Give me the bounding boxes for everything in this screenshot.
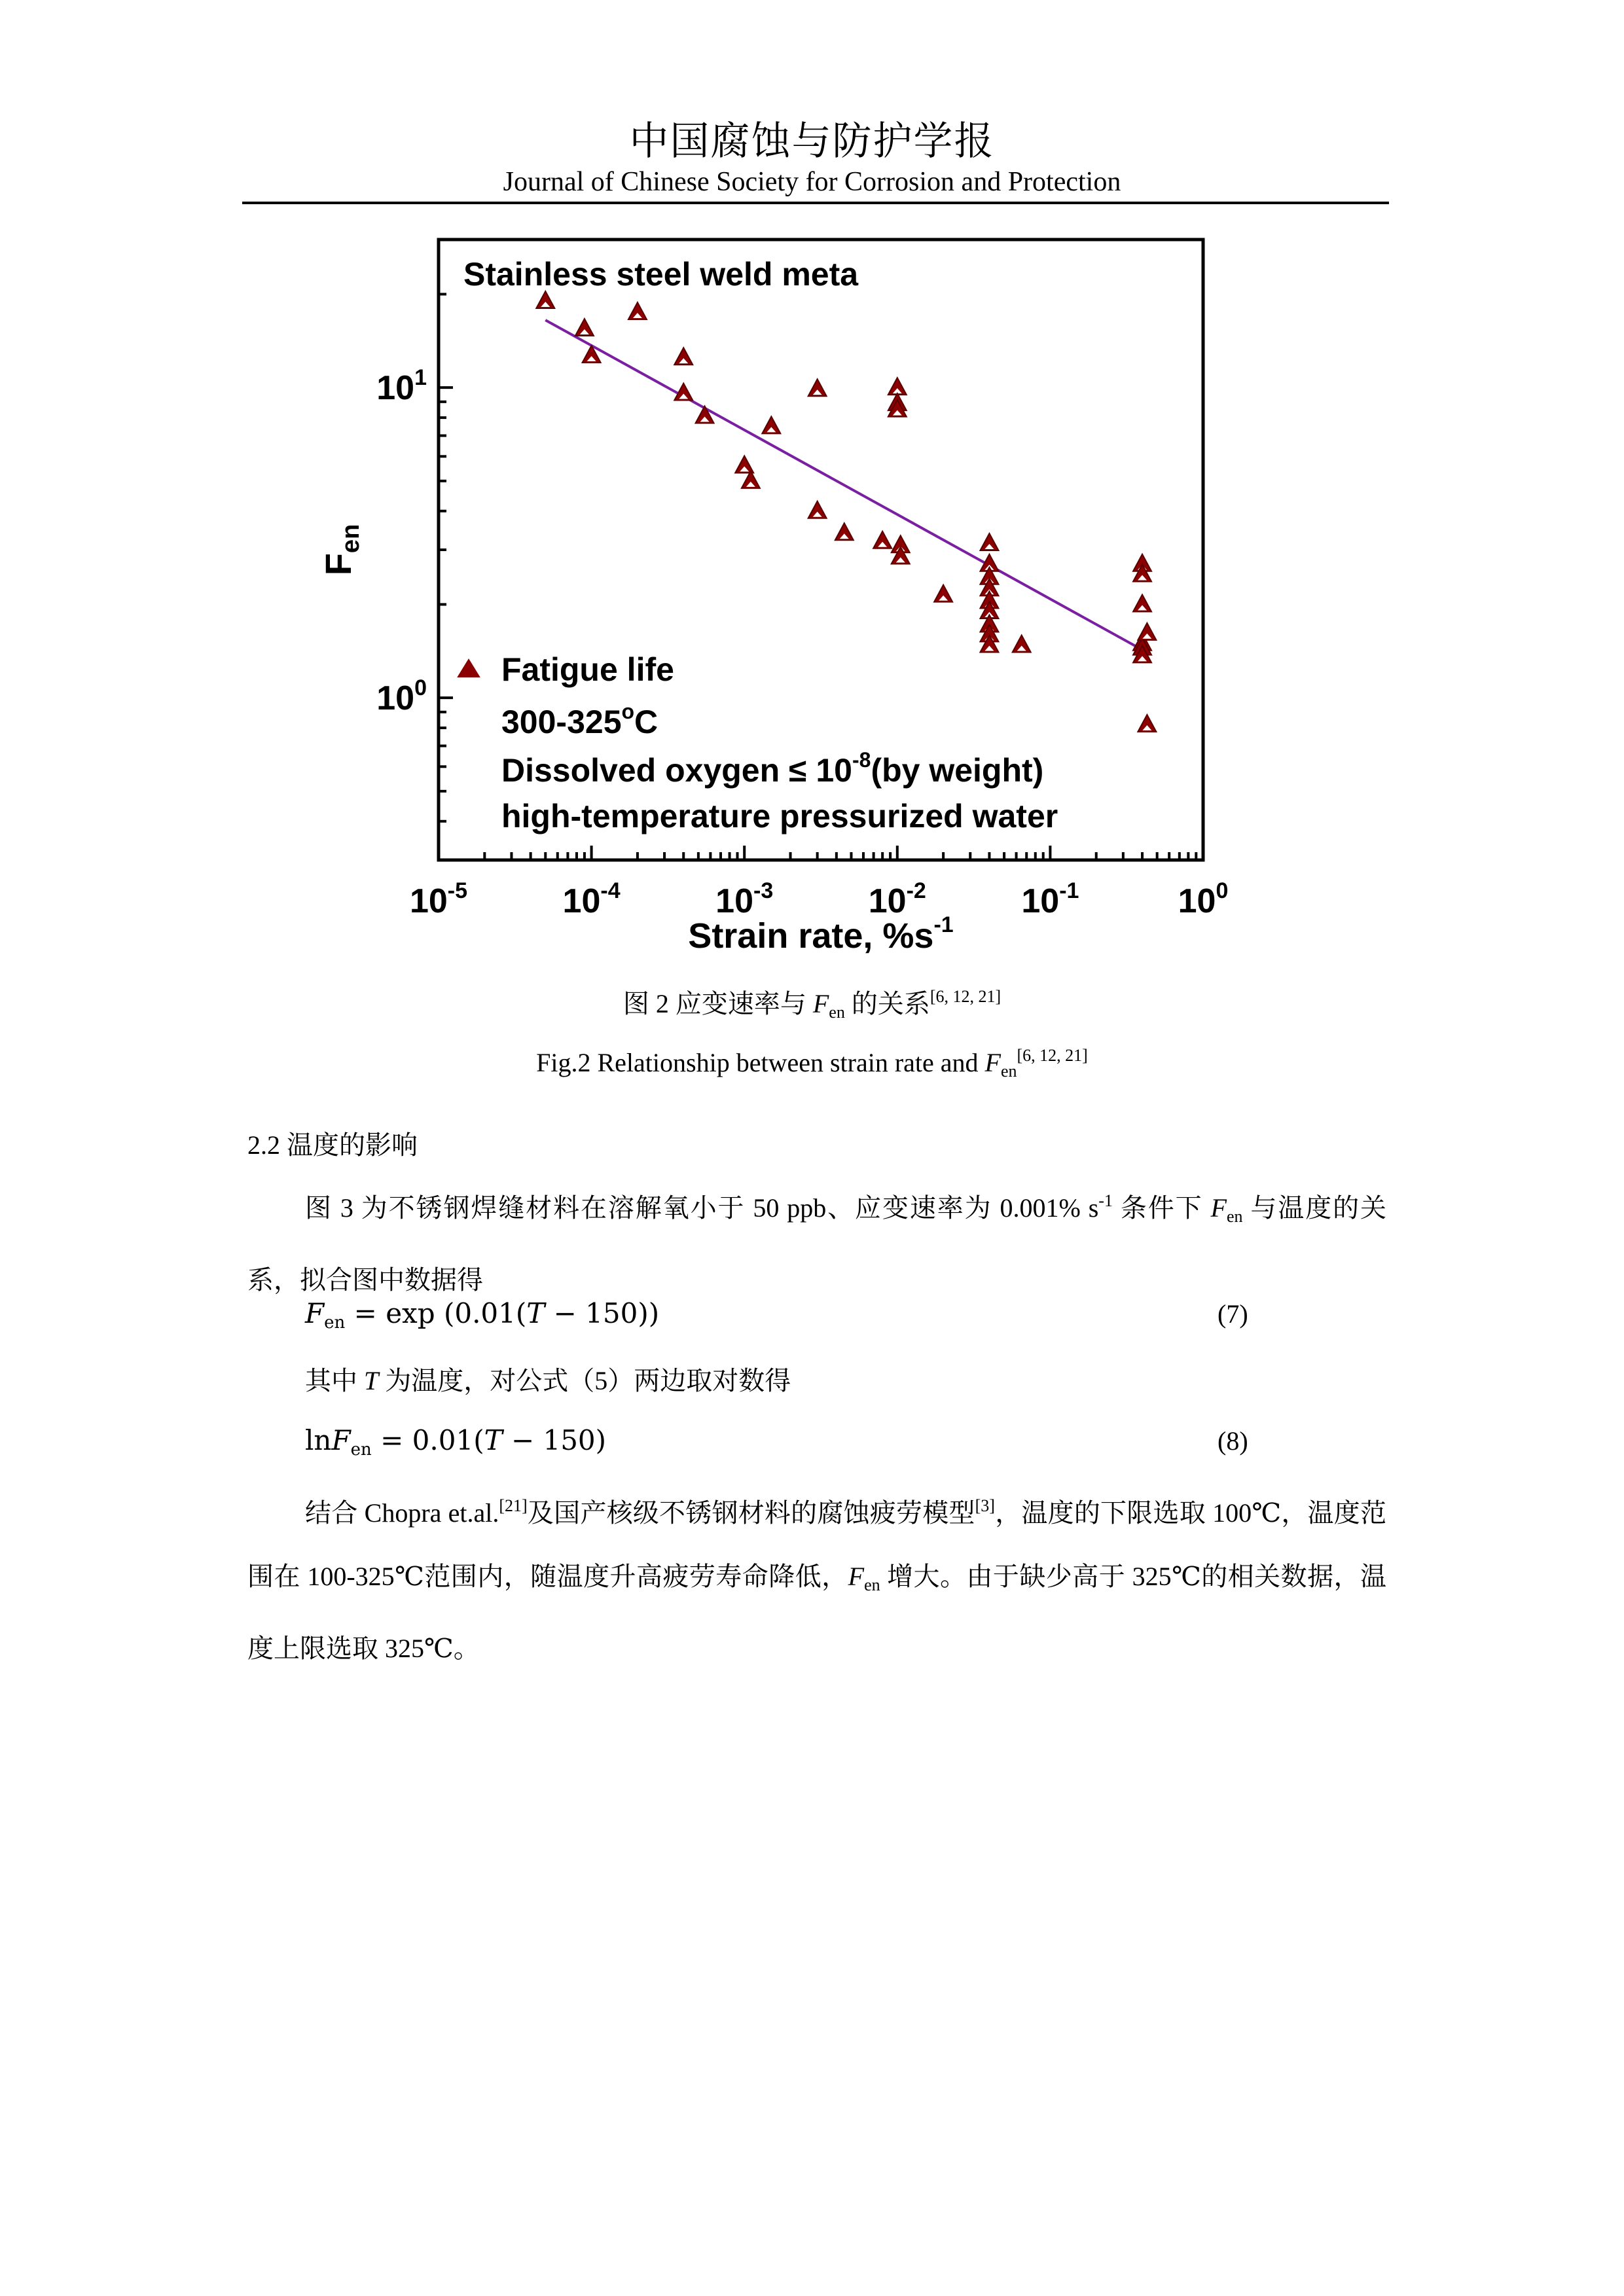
equation-7-number: (7) xyxy=(1218,1299,1248,1329)
fit-line xyxy=(545,320,1147,653)
legend-temperature xyxy=(501,700,658,740)
eq8-t: T xyxy=(484,1424,503,1456)
paragraph-1 xyxy=(247,1169,1386,1312)
eq7-t: T xyxy=(526,1297,545,1329)
p3-sub: en xyxy=(864,1575,880,1594)
legend-temp-range: 300-325 xyxy=(501,704,622,740)
x-tick-label xyxy=(1021,878,1079,920)
p1-text-b: 条件下 xyxy=(1112,1193,1211,1223)
paragraph-3 xyxy=(247,1474,1386,1680)
legend-water: high-temperature pressurized water xyxy=(501,798,1058,834)
y-tick-label xyxy=(376,675,427,717)
caption-cn-sub: en xyxy=(829,1003,845,1022)
eq8-ln: ln xyxy=(305,1424,332,1456)
p3-text-c: ，温度的下限选取 100℃，温度范围在 100-325℃范围内，随温度升高疲劳寿命降低， xyxy=(247,1498,1386,1591)
y-tick-base: 10 xyxy=(376,369,415,408)
p3-f: F xyxy=(848,1562,865,1591)
p1-text-c: 与温度的关系，拟合图中数据得 xyxy=(247,1193,1387,1295)
x-tick-label xyxy=(715,878,773,920)
caption-en-sub: en xyxy=(1000,1062,1017,1081)
x-tick-base: 10 xyxy=(868,882,907,920)
strain-rate-chart xyxy=(0,0,1624,969)
legend-temp-degree: o xyxy=(621,700,635,723)
eq7-sub: en xyxy=(324,1313,346,1333)
x-tick-label xyxy=(1178,878,1229,920)
p3-text-a: 结合 Chopra et.al. xyxy=(305,1498,499,1528)
eq8-sub: en xyxy=(350,1440,372,1460)
journal-title-cn: 中国腐蚀与防护学报 xyxy=(629,120,995,163)
x-tick-exp: -4 xyxy=(600,878,621,903)
x-axis-label-main: Strain rate, %s xyxy=(688,916,934,956)
x-tick-base: 10 xyxy=(562,882,601,920)
eq8-tail: − 150) xyxy=(502,1424,607,1456)
x-tick-base: 10 xyxy=(1178,882,1216,920)
figure-caption-cn xyxy=(0,983,1624,1022)
legend-label: Fatigue life xyxy=(501,651,674,688)
p3-text-d: 增大。由于缺少高于 325℃的相关数据，温度上限选取 325℃。 xyxy=(247,1562,1386,1663)
caption-en-ref: [6, 12, 21] xyxy=(1017,1046,1088,1065)
p2-text-a: 其中 xyxy=(305,1366,364,1395)
eq8-f: F xyxy=(331,1424,351,1456)
y-tick-exp: 0 xyxy=(414,675,427,701)
x-tick-base: 10 xyxy=(715,882,754,920)
caption-cn-suffix: 的关系 xyxy=(844,989,930,1018)
equation-7 xyxy=(305,1297,659,1333)
y-tick-label xyxy=(376,365,427,407)
journal-title-en: Journal of Chinese Society for Corrosion and Protection xyxy=(503,167,1121,197)
x-tick-label xyxy=(869,878,926,920)
x-tick-exp: -2 xyxy=(906,878,926,903)
fit-line-group xyxy=(545,320,1147,653)
eq8-rhs: = 0.01( xyxy=(371,1424,484,1456)
x-tick-exp: -3 xyxy=(753,878,774,903)
x-tick-base: 10 xyxy=(1021,882,1060,920)
equation-8-number: (8) xyxy=(1218,1426,1248,1456)
y-tick-exp: 1 xyxy=(414,365,427,391)
y-axis-label-sub: en xyxy=(337,524,365,554)
p1-sub: en xyxy=(1226,1207,1243,1226)
p3-ref1: [21] xyxy=(499,1496,528,1515)
x-tick-exp: 0 xyxy=(1216,878,1229,903)
x-tick-exp: -1 xyxy=(1059,878,1079,903)
p1-f: F xyxy=(1210,1193,1227,1223)
x-tick-label xyxy=(563,878,621,920)
legend-oxygen-exp: -8 xyxy=(852,748,871,772)
caption-cn-prefix: 图 2 应变速率与 xyxy=(623,989,813,1018)
chart-title: Stainless steel weld meta xyxy=(463,256,859,293)
caption-en-prefix: Fig.2 Relationship between strain rate and xyxy=(536,1048,985,1077)
p3-text-b: 及国产核级不锈钢材料的腐蚀疲劳模型 xyxy=(527,1498,975,1528)
figure-caption-en xyxy=(0,1046,1624,1081)
x-axis-label-exp: -1 xyxy=(933,912,954,937)
eq7-rhs: = exp (0.01( xyxy=(345,1297,527,1329)
p3-ref2: [3] xyxy=(975,1496,995,1515)
caption-cn-f: F xyxy=(812,989,829,1018)
x-tick-label xyxy=(410,878,467,920)
legend-marker xyxy=(458,660,479,677)
p2-text-b: 为温度，对公式（5）两边取对数得 xyxy=(378,1366,791,1395)
section-heading: 2.2 温度的影响 xyxy=(247,1130,418,1160)
eq7-tail: − 150)) xyxy=(545,1297,660,1329)
caption-en-f: F xyxy=(984,1048,1001,1077)
equation-8 xyxy=(305,1424,606,1460)
y-axis-label-main: F xyxy=(317,553,359,576)
legend-temp-unit: C xyxy=(634,704,659,740)
x-tick-base: 10 xyxy=(409,882,448,920)
p1-text-a: 图 3 为不锈钢焊缝材料在溶解氧小于 50 ppb、应变速率为 0.001% s xyxy=(305,1193,1099,1223)
legend-oxygen-main: Dissolved oxygen ≤ 10 xyxy=(501,752,852,789)
legend-oxygen-tail: (by weight) xyxy=(871,752,1044,789)
caption-cn-ref: [6, 12, 21] xyxy=(929,987,1001,1006)
legend-oxygen xyxy=(501,748,1043,789)
paragraph-2 xyxy=(305,1360,791,1397)
eq7-f: F xyxy=(305,1297,325,1329)
p2-t: T xyxy=(364,1366,379,1395)
y-tick-base: 10 xyxy=(376,679,415,718)
p1-sup: -1 xyxy=(1098,1191,1113,1210)
y-axis-label xyxy=(317,524,365,576)
x-tick-exp: -5 xyxy=(447,878,468,903)
x-axis-label xyxy=(688,912,953,956)
